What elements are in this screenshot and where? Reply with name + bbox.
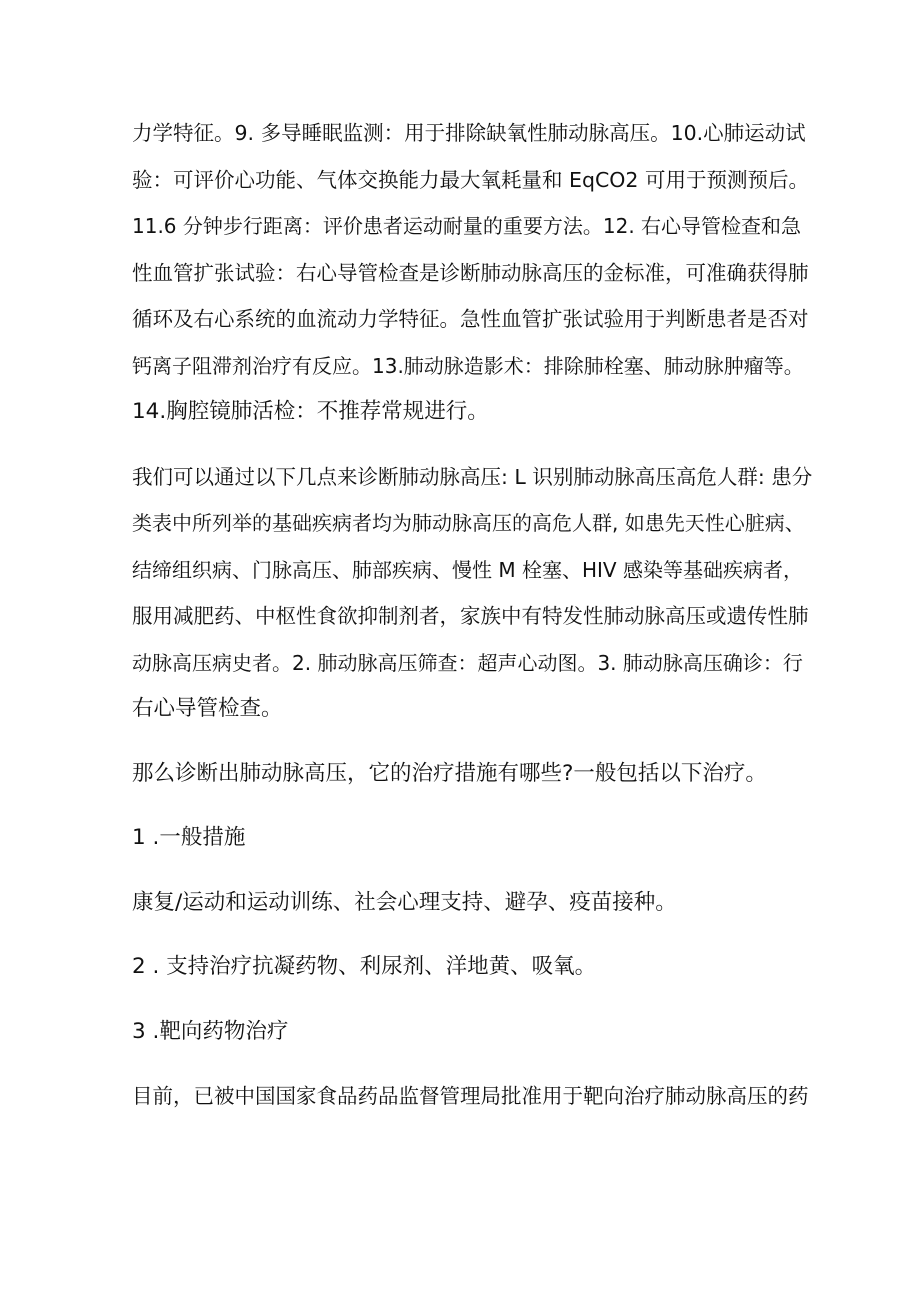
text-line: 右心导管检查。 (132, 696, 283, 721)
paragraph-general-measures (132, 880, 812, 927)
text-line: 3 .靶向药物治疗 (132, 1018, 289, 1044)
text-line: 目前，已被中国国家食品药品监督管理局批准用于靶向治疗肺动脉高压的药 (132, 1084, 809, 1108)
text-line: 结缔组织病、门脉高压、肺部疾病、慢性 M 栓塞、HIV 感染等基础疾病者， (132, 557, 803, 582)
paragraph-gap (132, 733, 812, 751)
paragraph-gap (132, 436, 812, 454)
paragraph-gap (132, 1055, 812, 1073)
text-line: 康复/运动和运动训练、社会心理支持、避孕、疫苗接种。 (132, 889, 677, 915)
text-line: 那么诊断出肺动脉高压，它的治疗措施有哪些?一般包括以下治疗。 (132, 760, 767, 786)
paragraph-supportive-therapy (132, 944, 812, 991)
document-page (132, 110, 812, 1120)
text-line: 服用减肥药、中枢性食欲抑制剂者，家族中有特发性肺动脉高压或遗传性肺 (132, 604, 809, 628)
text-line: 我们可以通过以下几点来诊断肺动脉高压: L 识别肺动脉高压高危人群: 患分 (132, 464, 813, 489)
text-line: 11.6 分钟步行距离：评价患者运动耐量的重要方法。12. 右心导管检查和急 (132, 214, 802, 238)
text-line: 1 .一般措施 (132, 825, 246, 850)
text-line: 类表中所列举的基础疾病者均为肺动脉高压的高危人群, 如患先天性心脏病、 (132, 511, 805, 535)
paragraph-treatment-intro (132, 751, 812, 798)
heading-targeted-therapy (132, 1009, 812, 1056)
text-line: 2 . 支持治疗抗凝药物、利尿剂、洋地黄、吸氧。 (132, 954, 597, 979)
paragraph-gap (132, 926, 812, 944)
paragraph-diagnosis-steps (132, 454, 812, 733)
text-line: 力学特征。9. 多导睡眠监测：用于排除缺氧性肺动脉高压。10.心肺运动试 (132, 121, 806, 145)
paragraph-gap (132, 797, 812, 815)
paragraph-gap (132, 991, 812, 1009)
paragraph-diagnostic-tests (132, 110, 812, 436)
text-line: 钙离子阻滞剂治疗有反应。13.肺动脉造影术：排除肺栓塞、肺动脉肿瘤等。 (132, 353, 804, 378)
heading-general-measures (132, 815, 812, 862)
paragraph-gap (132, 862, 812, 880)
text-line: 验：可评价心功能、气体交换能力最大氧耗量和 EqCO2 可用于预测预后。 (132, 167, 809, 192)
text-line: 性血管扩张试验：右心导管检查是诊断肺动脉高压的金标准，可准确获得肺 (132, 260, 809, 285)
text-line: 动脉高压病史者。2. 肺动脉高压筛查：超声心动图。3. 肺动脉高压确诊：行 (132, 650, 803, 675)
paragraph-targeted-therapy (132, 1073, 812, 1120)
text-line: 循环及右心系统的血流动力学特征。急性血管扩张试验用于判断患者是否对 (132, 307, 809, 331)
text-line: 14.胸腔镜肺活检：不推荐常规进行。 (132, 399, 489, 424)
